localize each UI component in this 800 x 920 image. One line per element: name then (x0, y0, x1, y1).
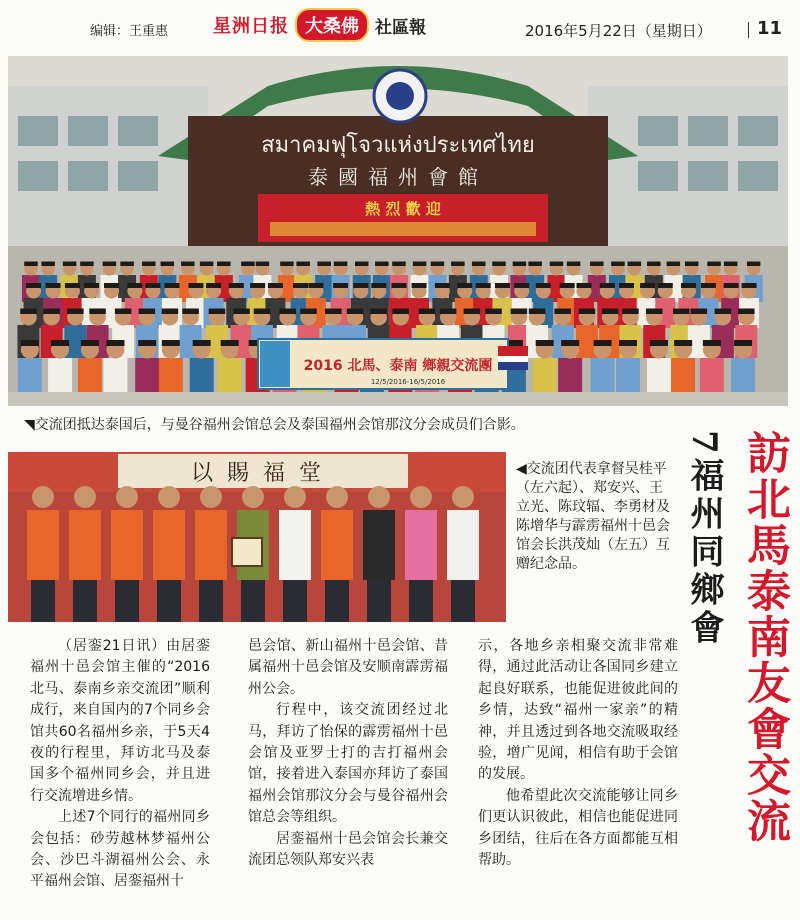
person-figure-legs (325, 580, 349, 622)
crowd-figure-hair (355, 262, 369, 267)
crowd-figure-hair (293, 283, 308, 288)
crowd-figure-hair (268, 283, 283, 288)
crowd-figure-body (647, 358, 671, 394)
crowd-figure-hair (600, 283, 615, 288)
crowd-figure-hair (84, 283, 99, 288)
person-figure-head (200, 486, 222, 508)
crowd-figure-hair (658, 283, 673, 288)
crowd-figure-hair (567, 262, 581, 267)
crowd-figure-body (190, 358, 214, 394)
crowd-figure-hair (602, 309, 619, 315)
crowd-figure-hair (431, 262, 445, 267)
crowd-figure-hair (279, 309, 296, 315)
article-paragraph: 示，各地乡亲相聚交流非常难得，通过此活动让各国同乡建立起良好联系，也能促进彼此间的乡情，达致“福州一家亲”的精神，并且透过到各地交流吸取经验，增广见闻，相信有助于会馆的发展。 (478, 638, 678, 783)
crowd-figure-hair (619, 340, 637, 346)
crowd-figure-hair (485, 309, 502, 315)
crowd-figure-body (700, 358, 724, 394)
crowd-figure-hair (646, 309, 663, 315)
crowd-figure-hair (412, 283, 427, 288)
person-figure-legs (31, 580, 55, 622)
crowd-figure-hair (41, 262, 55, 267)
crowd-figure-hair (622, 309, 639, 315)
person-figure-legs (409, 580, 433, 622)
masthead-section-name: 社區報 (375, 17, 426, 38)
masthead-paper-name: 星洲日报 (213, 16, 289, 37)
person-figure-body (405, 510, 437, 580)
crowd-figure-hair (514, 283, 529, 288)
person-figure-legs (199, 580, 223, 622)
crowd-figure-hair (334, 262, 348, 267)
crowd-figure-hair (256, 262, 270, 267)
crowd-figure-hair (724, 262, 738, 267)
crowd-figure-hair (594, 340, 612, 346)
person-figure-body (111, 510, 143, 580)
editor-credit: 编辑：王重惠 (90, 24, 169, 39)
crowd-figure-hair (674, 340, 692, 346)
crowd-figure-hair (472, 262, 486, 267)
crowd-figure-hair (81, 340, 99, 346)
gift-photo-caption: ◀交流团代表拿督吴桂平（左六起）、郑安兴、王立光、陈玟辐、李勇材及陈增华与霹雳福州十邑会馆会长洪茂灿（左五）互赠纪念品。 (516, 461, 670, 572)
masthead-region-badge: 大桑佛 (295, 8, 369, 42)
crowd-figure-body (159, 358, 183, 394)
crowd-figure-hair (701, 283, 716, 288)
masthead (213, 8, 426, 42)
page-header (0, 0, 800, 50)
person-figure-body (27, 510, 59, 580)
crowd-figure-hair (254, 309, 271, 315)
crowd-figure-hair (419, 309, 436, 315)
crowd-figure-hair (561, 340, 579, 346)
article-paragraph: 邑会馆、新山福州十邑会馆、昔属福州十邑会馆及安顺南霹雳福州公会。 (248, 638, 448, 697)
crowd-figure-hair (495, 283, 510, 288)
crowd-figure-hair (375, 262, 389, 267)
crowd-figure-hair (742, 283, 757, 288)
article-column-1 (30, 636, 210, 893)
crowd-figure-hair (182, 309, 199, 315)
crowd-figure-hair (647, 262, 661, 267)
crowd-figure-hair (63, 262, 77, 267)
crowd-figure-hair (734, 340, 752, 346)
person-figure-body (363, 510, 395, 580)
crowd-figure-hair (145, 283, 160, 288)
crowd-figure-hair (371, 283, 386, 288)
crowd-figure-hair (43, 309, 60, 315)
person-figure-head (242, 486, 264, 508)
crowd-figure-hair (24, 262, 38, 267)
crowd-figure-body (48, 358, 72, 394)
crowd-figure-body (558, 358, 582, 394)
person-figure-head (32, 486, 54, 508)
person-figure-head (410, 486, 432, 508)
person-figure-body (447, 510, 479, 580)
person-figure-head (158, 486, 180, 508)
crowd-figure-body (731, 358, 755, 394)
crowd-figure-hair (280, 262, 294, 267)
crowd-figure-hair (229, 283, 244, 288)
article-paragraph: 他希望此次交流能够让同乡们更认识彼此，相信也能促进同乡团结，往后在各方面都能互相帮助。 (478, 787, 678, 869)
crowd-figure-hair (347, 309, 364, 315)
header-divider (748, 22, 749, 38)
crowd-figure-hair (536, 340, 554, 346)
crowd-figure-hair (554, 309, 571, 315)
person-figure-legs (241, 580, 265, 622)
crowd-figure-hair (703, 340, 721, 346)
person-figure-body (153, 510, 185, 580)
person-figure-body (69, 510, 101, 580)
crowd-figure-body (533, 358, 557, 394)
crowd-figure-hair (188, 283, 203, 288)
crowd-figure-body (616, 358, 640, 394)
crowd-figure-hair (20, 309, 37, 315)
crowd-figure-hair (590, 262, 604, 267)
person-figure-head (116, 486, 138, 508)
crowd-figure-hair (611, 262, 625, 267)
crowd-figure-hair (681, 283, 696, 288)
crowd-figure-hair (619, 283, 634, 288)
article-column-2 (248, 636, 448, 871)
crowd-figure-hair (392, 262, 406, 267)
crowd-figure-body (671, 358, 695, 394)
crowd-figure-hair (21, 340, 39, 346)
crowd-figure-hair (221, 340, 239, 346)
article-paragraph: 行程中，该交流团经过北马，拜访了怡保的霹雳福州十邑会馆及亚罗士打的吉打福州会馆，接着进入泰国亦拜访了泰国福州会馆那汶分会与曼谷福州会馆总会等组织。 (248, 702, 448, 826)
crowd-figure-hair (513, 262, 527, 267)
crowd-figure-hair (440, 309, 457, 315)
crowd-figure-hair (685, 262, 699, 267)
crowd-figure-hair (560, 283, 575, 288)
crowd-figure-hair (451, 262, 465, 267)
crowd-figure-hair (104, 283, 119, 288)
person-figure-body (279, 510, 311, 580)
crowd-figure-body (78, 358, 102, 394)
crowd-figure-hair (233, 309, 250, 315)
crowd-figure-hair (296, 262, 310, 267)
main-photo-caption: ◥交流团抵达泰国后，与曼谷福州会馆总会及泰国福州会馆那汶分会成员们合影。 (24, 417, 525, 433)
crowd-figure-hair (127, 283, 142, 288)
crowd-figure-hair (80, 262, 94, 267)
article-column-3 (478, 636, 678, 871)
crowd-figure-hair (193, 340, 211, 346)
article-paragraph: （居銮21日讯）由居銮福州十邑会馆主催的“2016北马、泰南乡亲交流团”顺利成行，来自国内的7个同乡会馆共60名福州乡亲，于5天4夜的行程里，拜访北马及泰国多个福州同乡会，并且进行交流增进乡情。 (30, 638, 210, 804)
crowd-figure-hair (139, 309, 156, 315)
person-figure-head (452, 486, 474, 508)
crowd-figure-hair (103, 262, 117, 267)
crowd-figure-hair (89, 309, 106, 315)
crowd-figure-hair (206, 283, 221, 288)
crowd-figure-hair (413, 262, 427, 267)
crowd-figure-hair (120, 262, 134, 267)
crowd-figure-hair (161, 262, 175, 267)
crowd-figure-hair (492, 262, 506, 267)
crowd-figure-hair (724, 283, 739, 288)
crowd-figure-hair (162, 340, 180, 346)
crowd-figure-hair (673, 309, 690, 315)
crowd-figure-hair (691, 309, 708, 315)
exchange-gift-photo (8, 452, 506, 622)
crowd-figure-hair (579, 309, 596, 315)
crowd-figure-hair (747, 262, 761, 267)
headline-sub: 7福州同鄉會 (684, 430, 724, 648)
crowd-figure-hair (209, 309, 226, 315)
person-figure-body (321, 510, 353, 580)
crowd-figure-hair (628, 262, 642, 267)
article-paragraph: 居銮福州十邑会馆会长兼交流团总领队郑安兴表 (248, 830, 448, 869)
crowd-figure-hair (26, 283, 41, 288)
crowd-figure-hair (317, 262, 331, 267)
front-banner-text: 2016 北馬、泰南 鄉親交流團 (303, 358, 493, 374)
crowd-figure-hair (576, 283, 591, 288)
crowd-figure-body (135, 358, 159, 394)
crowd-figure-hair (476, 283, 491, 288)
crowd-figure-hair (667, 262, 681, 267)
person-figure-legs (157, 580, 181, 622)
person-figure-head (368, 486, 390, 508)
welcome-banner-text: 熱 烈 歡 迎 (365, 200, 441, 218)
issue-date: 2016年5月22日（星期日） (525, 22, 712, 40)
crowd-figure-hair (707, 262, 721, 267)
person-figure-legs (73, 580, 97, 622)
crowd-figure-hair (715, 309, 732, 315)
person-figure-head (284, 486, 306, 508)
crowd-figure-hair (67, 309, 84, 315)
crowd-figure-hair (370, 309, 387, 315)
crowd-figure-body (218, 358, 242, 394)
crowd-figure-hair (550, 262, 564, 267)
crowd-figure-hair (308, 283, 323, 288)
crowd-figure-hair (738, 309, 755, 315)
crowd-figure-hair (181, 262, 195, 267)
person-figure-head (326, 486, 348, 508)
crowd-figure-hair (142, 262, 156, 267)
exchange-gift-illustration (8, 452, 506, 622)
crowd-figure-body (103, 358, 127, 394)
crowd-figure-hair (51, 340, 69, 346)
crowd-figure-hair (640, 283, 655, 288)
crowd-figure-hair (65, 283, 80, 288)
person-figure-legs (115, 580, 139, 622)
person-figure-legs (367, 580, 391, 622)
crowd-figure-hair (650, 340, 668, 346)
person-figure-legs (451, 580, 475, 622)
group-photo (8, 56, 788, 406)
crowd-figure-hair (528, 262, 542, 267)
crowd-figure-hair (353, 283, 368, 288)
crowd-figure-hair (392, 283, 407, 288)
crowd-figure-body (591, 358, 615, 394)
person-figure-body (195, 510, 227, 580)
crowd-figure-hair (333, 283, 348, 288)
crowd-figure-hair (435, 283, 450, 288)
person-figure-legs (283, 580, 307, 622)
crowd-figure-hair (300, 309, 317, 315)
crowd-figure-hair (250, 283, 265, 288)
crowd-figure-hair (115, 309, 131, 315)
group-photo-illustration (8, 56, 788, 406)
article-paragraph: 上述7个同行的福州同乡会包括：砂劳越林梦福州公会、沙巴斗湖福州公会、永平福州会馆、居銮福州十 (30, 809, 210, 890)
person-figure-head (74, 486, 96, 508)
crowd-figure-hair (217, 262, 231, 267)
temple-sign: 以賜福堂 (190, 461, 336, 486)
crowd-figure-hair (138, 340, 156, 346)
crowd-figure-hair (529, 309, 546, 315)
crowd-figure-hair (162, 309, 179, 315)
crowd-figure-hair (106, 340, 124, 346)
page-number: 11 (757, 18, 783, 39)
crowd-figure-hair (464, 309, 481, 315)
crowd-figure-hair (200, 262, 214, 267)
crowd-figure-hair (241, 262, 255, 267)
crowd-figure-hair (536, 283, 551, 288)
crowd-figure-hair (457, 283, 472, 288)
crowd-figure-hair (325, 309, 342, 315)
crowd-figure-hair (164, 283, 179, 288)
crowd-figure-hair (392, 309, 409, 315)
crowd-figure-hair (511, 309, 527, 315)
headline-main: 訪北馬泰南友會交流 (739, 430, 790, 844)
building-sign-chinese: 泰國福州會館 (308, 165, 488, 189)
crowd-figure-body (18, 358, 42, 394)
crowd-figure-hair (46, 283, 61, 288)
front-banner-date: 12/5/2016-16/5/2016 (370, 378, 446, 386)
building-sign-thai: สมาคมฟุโจวแห่งประเทศไทย (261, 133, 535, 158)
